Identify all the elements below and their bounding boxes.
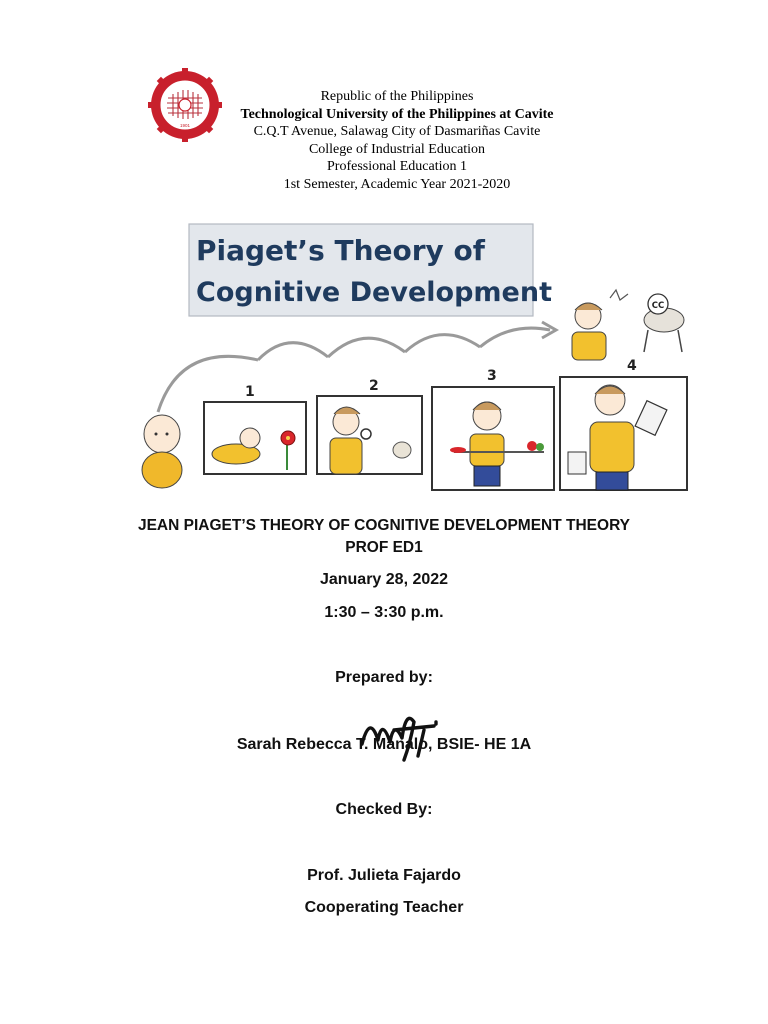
header-semester: 1st Semester, Academic Year 2021-2020 xyxy=(283,176,511,192)
stage-number-3: 3 xyxy=(487,368,497,384)
stage-number-2: 2 xyxy=(369,378,379,394)
stage-panel-4 xyxy=(560,358,687,490)
document-title-main: JEAN PIAGET’S THEORY OF COGNITIVE DEVELOPMENT xyxy=(137,517,562,534)
stage-number-1: 1 xyxy=(245,384,255,400)
header-college: College of Industrial Education xyxy=(308,141,486,157)
header-country: Republic of the Philippines xyxy=(320,89,474,104)
stage-panel-1 xyxy=(204,384,306,474)
cc-badge-text: CC xyxy=(651,301,665,311)
baby-figure xyxy=(142,415,182,488)
cover-illustration xyxy=(140,212,710,497)
stage-figure-top xyxy=(572,290,684,360)
document-subtitle: PROF ED1 xyxy=(345,539,423,556)
checker-role: Cooperating Teacher xyxy=(304,899,464,916)
document-date: January 28, 2022 xyxy=(319,571,449,588)
signature-icon xyxy=(356,700,440,770)
prepared-by-label: Prepared by: xyxy=(335,669,433,686)
header-university: Technological University of the Philippines at Cavite xyxy=(240,106,554,122)
document-time: 1:30 – 3:30 p.m. xyxy=(324,604,444,621)
document-title-suffix: THEORY xyxy=(561,517,631,534)
cover-title-line2: Cognitive Development xyxy=(196,277,552,308)
stage-number-4: 4 xyxy=(627,358,637,374)
stage-panel-3 xyxy=(432,368,554,490)
checker-name: Prof. Julieta Fajardo xyxy=(307,867,461,884)
preparer-name: Sarah Rebecca T. Manalo, BSIE- HE 1A xyxy=(236,736,532,753)
checked-by-label: Checked By: xyxy=(335,801,433,818)
header-course: Professional Education 1 xyxy=(327,159,467,175)
seal-year: 1901 xyxy=(179,123,191,128)
cover-title-box xyxy=(189,224,552,316)
cover-title-line1: Piaget’s Theory of xyxy=(196,234,485,267)
document-title xyxy=(0,517,768,535)
stage-panel-2 xyxy=(317,378,422,474)
letterhead xyxy=(0,88,768,194)
header-address: C.Q.T Avenue, Salawag City of Dasmariñas Cavite xyxy=(253,124,541,140)
